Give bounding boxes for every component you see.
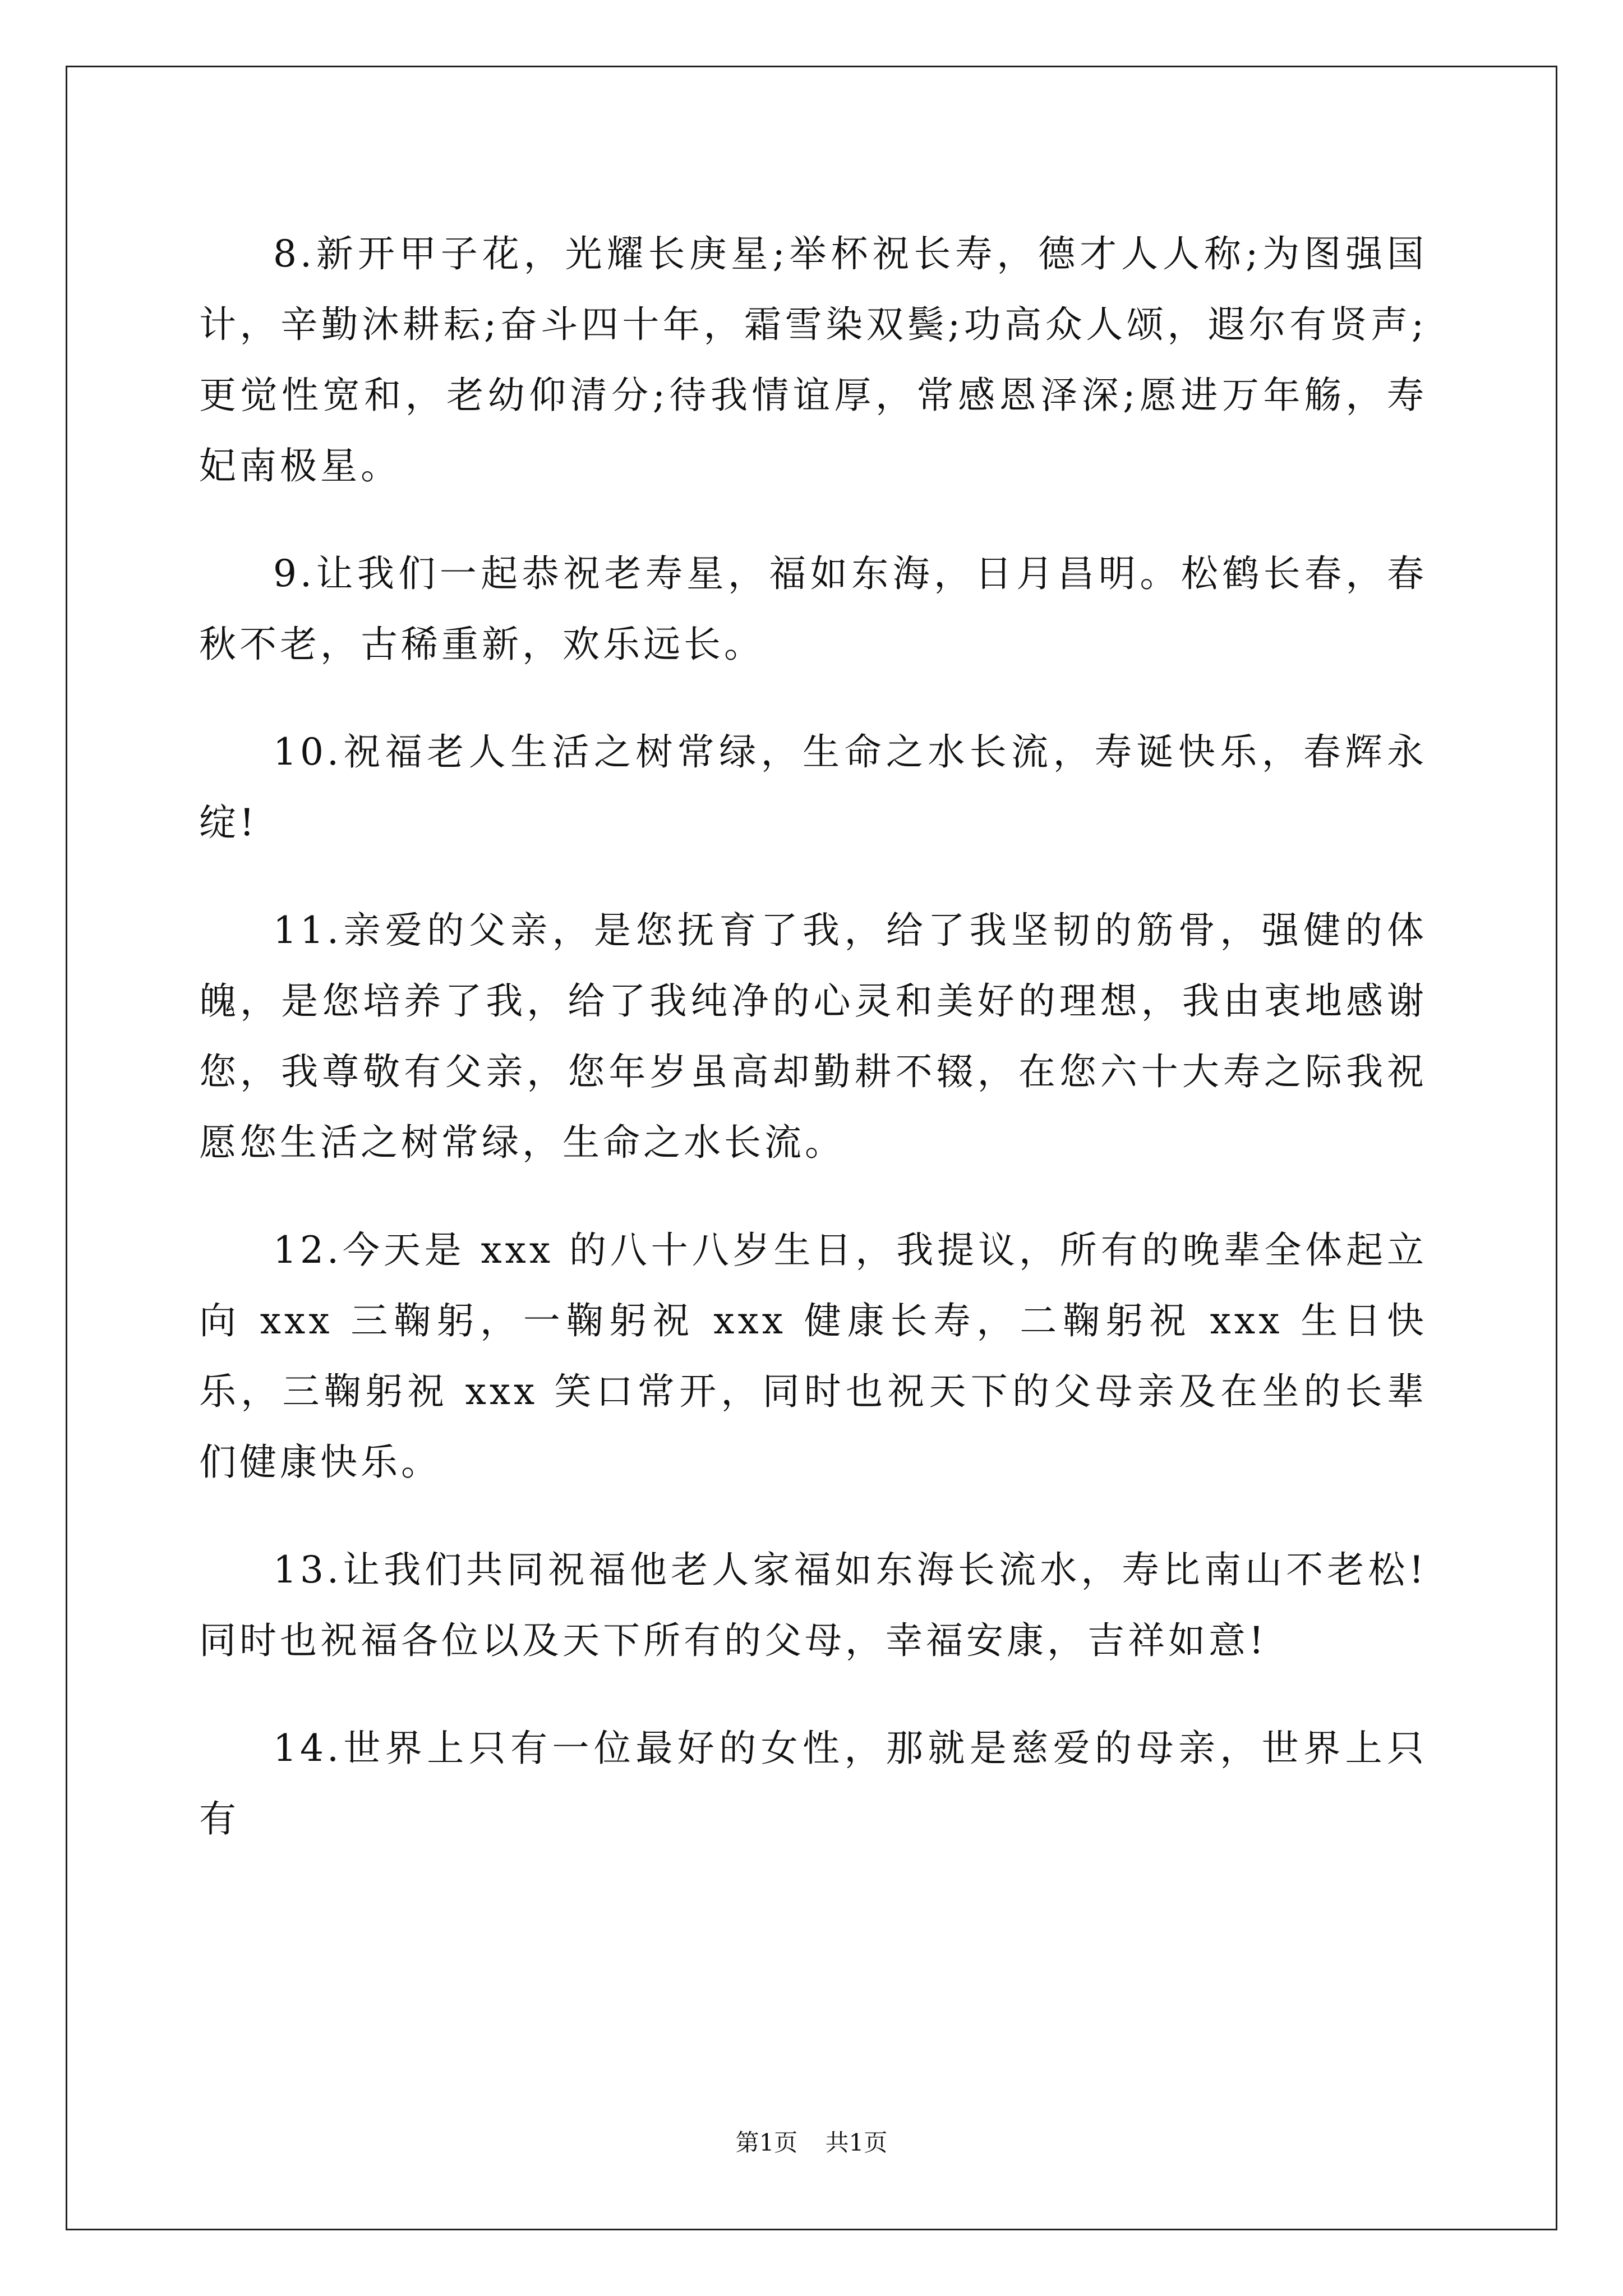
paragraph-13: 13.让我们共同祝福他老人家福如东海长流水，寿比南山不老松!同时也祝福各位以及天下所有的父母，幸福安康，吉祥如意!: [199, 1548, 1427, 1662]
paragraph-8: 8.新开甲子花，光耀长庚星;举杯祝长寿，德才人人称;为图强国计，辛勤沐耕耘;奋斗四十年，霜雪染双鬓;功高众人颂，遐尔有贤声;更觉性宽和，老幼仰清分;待我情谊厚，常感恩泽深;愿进万年觞，寿妃南极星。: [199, 232, 1427, 487]
paragraph-10: 10.祝福老人生活之树常绿，生命之水长流，寿诞快乐，春辉永绽!: [199, 730, 1427, 844]
paragraph-11: 11.亲爱的父亲，是您抚育了我，给了我坚韧的筋骨，强健的体魄，是您培养了我，给了我纯净的心灵和美好的理想，我由衷地感谢您，我尊敬有父亲，您年岁虽高却勤耕不辍，在您六十大寿之际我祝愿您生活之树常绿，生命之水长流。: [199, 909, 1427, 1164]
paragraph-9: 9.让我们一起恭祝老寿星，福如东海，日月昌明。松鹤长春，春秋不老，古稀重新，欢乐远长。: [199, 552, 1427, 666]
paragraph-14: 14.世界上只有一位最好的女性，那就是慈爱的母亲，世界上只有: [199, 1727, 1427, 1841]
document-body: [199, 219, 1427, 1892]
paragraph-12: 12.今天是 xxx 的八十八岁生日，我提议，所有的晚辈全体起立向 xxx 三鞠躬，一鞠躬祝 xxx 健康长寿，二鞠躬祝 xxx 生日快乐，三鞠躬祝 xxx 笑口常开，同时也祝天下的父母亲及在坐的长辈们健康快乐。: [199, 1228, 1427, 1484]
page-footer: [0, 2129, 1623, 2157]
page-number-total: 共1页: [825, 2129, 888, 2156]
page-number-current: 第1页: [735, 2129, 798, 2156]
